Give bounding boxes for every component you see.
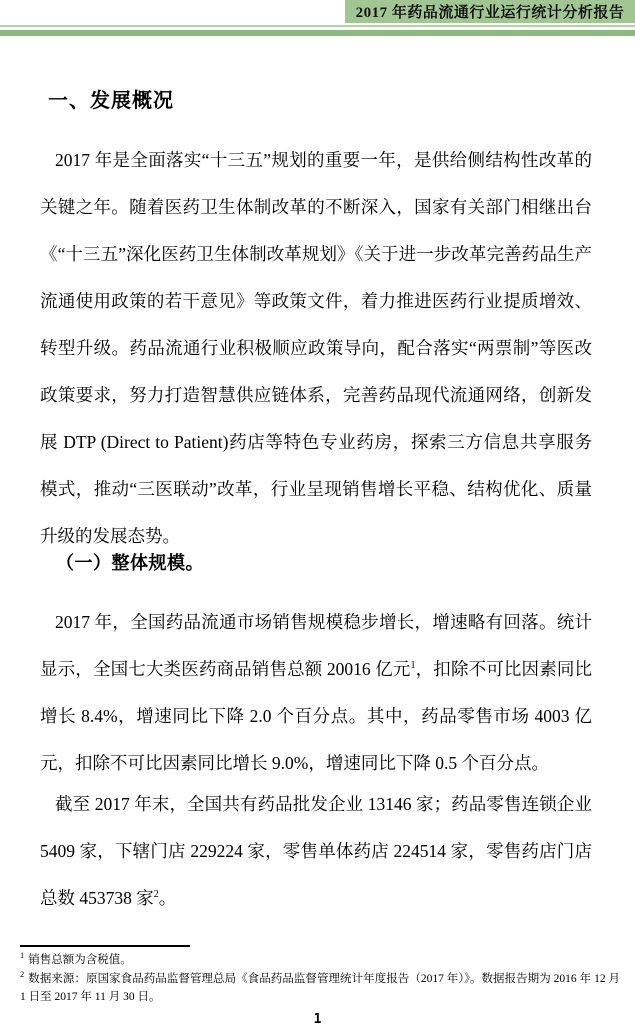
market-scale-text-after: ，扣除不可比因素同比增长 8.4%，增速同比下降 2.0 个百分点。其中，药品零售市场 4003 亿元，扣除不可比因素同比增长 9.0%，增速同比下降 0.5 个百分点。 [40, 659, 592, 773]
enterprise-count-text-after: 。 [158, 888, 177, 908]
footnote-1-marker: 1 [20, 950, 25, 961]
section-heading: 一、发展概况 [48, 90, 174, 112]
footnote-1 [20, 951, 620, 970]
market-scale-paragraph [40, 599, 592, 787]
header-rule-thin [0, 25, 635, 27]
footnote-2 [20, 970, 620, 1007]
market-scale-text-before: 2017 年，全国药品流通市场销售规模稳步增长，增速略有回落。统计显示，全国七大类医药商品销售总额 20016 亿元 [40, 612, 592, 679]
intro-paragraph: 2017 年是全面落实“十三五”规划的重要一年，是供给侧结构性改革的关键之年。随着医药卫生体制改革的不断深入，国家有关部门相继出台《“十三五”深化医药卫生体制改革规划》《关于进一步改革完善药品生产流通使用政策的若干意见》等政策文件，着力推进医药行业提质增效、转型升级。药品流通行业积极顺应政策导向，配合落实“两票制”等医改政策要求，努力打造智慧供应链体系，完善药品现代流通网络，创新发展 DTP (Direct to Patient)药店等特色专业药房，探索三方信息共享服务模式，推动“三医联动”改革，行业呈现销售增长平稳、结构优化、质量升级的发展态势。 [40, 150, 592, 546]
footnote-2-marker: 2 [20, 968, 25, 979]
footnotes-block [20, 951, 620, 1007]
enterprise-count-text-before: 截至 2017 年末，全国共有药品批发企业 13146 家；药品零售连锁企业 5409 家，下辖门店 229224 家，零售单体药店 224514 家，零售药店门店总数 453738 家 [40, 794, 592, 908]
report-title: 2017 年药品流通行业运行统计分析报告 [355, 5, 625, 21]
footnote-1-text: 销售总额为含税值。 [28, 954, 132, 966]
footnote-2-text: 数据来源：原国家食品药品监督管理总局《食品药品监督管理统计年度报告（2017 年）》。数据报告期为 2016 年 12 月 1 日至 2017 年 11 月 30 日。 [20, 972, 620, 1003]
header-rule-thick [0, 30, 635, 36]
enterprise-count-paragraph [40, 781, 592, 922]
footnote-ref-2: 2 [153, 889, 159, 901]
page-number: 1 [313, 1012, 322, 1027]
report-header-band [345, 0, 635, 23]
footnote-separator [20, 945, 190, 947]
subsection-heading: （一）整体规模。 [56, 553, 204, 573]
footnote-ref-1: 1 [410, 660, 416, 672]
